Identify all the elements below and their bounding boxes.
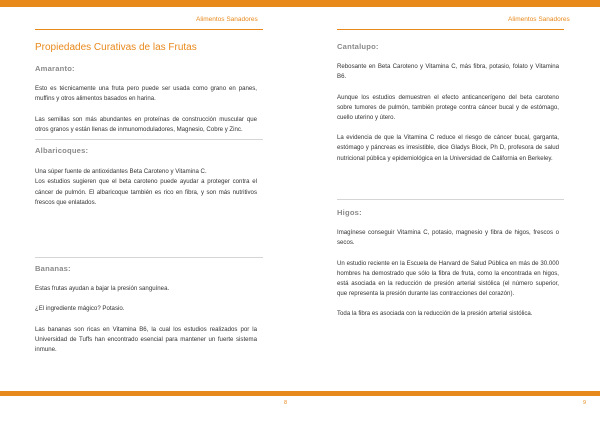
- top-accent-bar: [0, 0, 600, 7]
- left-page-number: 8: [284, 400, 288, 406]
- cantalupo-paragraph-2: Aunque los estudios demuestren el efecto anticancerígeno del beta caroteno sobre tumores de pulmón, también protege contra cáncer bucal y de estómago, cuello uterino y útero.: [337, 93, 559, 122]
- bananas-paragraph-1: Estas frutas ayudan a bajar la presión sanguínea.: [35, 285, 170, 293]
- cantalupo-paragraph-1: Rebosante en Beta Caroteno y Vitamina C, más fibra, potasio, folato y Vitamina B6.: [337, 63, 559, 81]
- albaricoques-paragraph-1: Una súper fuente de antioxidantes Beta Caroteno y Vitamina C.: [35, 168, 207, 176]
- amaranto-paragraph-1: Esto es técnicamente una fruta pero puede ser usada como grano en panes, muffins y otros alimentos basados en harina.: [35, 85, 257, 103]
- right-column: [337, 42, 559, 164]
- higos-paragraph-3: Toda la fibra es asociada con la reducción de la presión arterial sistólica.: [337, 310, 533, 318]
- section-heading-bananas: Bananas:: [35, 264, 71, 273]
- right-header-rule: [337, 29, 564, 30]
- left-header-rule: [35, 29, 263, 30]
- left-running-header: Alimentos Sanadores: [196, 16, 258, 23]
- section-heading-albaricoques: Albaricoques:: [35, 146, 89, 155]
- section-heading-higos: Higos:: [337, 208, 362, 217]
- section-divider: [35, 139, 263, 140]
- cantalupo-paragraph-3: La evidencia de que la Vitamina C reduce el riesgo de cáncer bucal, garganta, estómago y páncreas es irresistible, dice Gladys Block, Ph D, profesora de salud nutricional pública y epidemiológica en la Universidad de California en Berkeley.: [337, 134, 559, 162]
- higos-paragraph-2: Un estudio reciente en la Escuela de Harvard de Salud Pública en más de 30.000 hombres ha demostrado que sólo la fibra de fruta, como la encontrada en higos, está asociada en la reducción de presión arterial sistólica (el número superior, que representa la presión durante las contracciones del corazón).: [337, 259, 559, 298]
- right-running-header: Alimentos Sanadores: [508, 16, 570, 23]
- albaricoques-paragraph-2: Los estudios sugieren que el beta caroteno puede ayudar a proteger contra el cáncer de pulmón. El albaricoque también es rico en fibra, y son más nutritivos frescos que enlatados.: [35, 178, 257, 206]
- bottom-accent-bar: [0, 391, 600, 396]
- right-page-number: 9: [583, 400, 587, 406]
- bananas-paragraph-3: Las bananas son ricas en Vitamina B6, la cual los estudios realizados por la Universidad de Tuffs han encontrado esencial para mantener un fuerte sistema inmune.: [35, 325, 257, 354]
- section-heading-amaranto: Amaranto:: [35, 64, 75, 73]
- bananas-paragraph-2: ¿El ingrediente mágico? Potasio.: [35, 305, 125, 313]
- amaranto-paragraph-2: Las semillas son más abundantes en proteínas de construcción muscular que otros granos y están llenas de inmunomoduladores, Magnesio, Cobre y Zinc.: [35, 115, 257, 133]
- section-divider: [35, 257, 263, 258]
- right-column-higos: [337, 208, 559, 320]
- section-heading-cantalupo: Cantalupo:: [337, 42, 379, 51]
- left-column: [35, 64, 257, 135]
- page-title: Propiedades Curativas de las Frutas: [35, 42, 197, 53]
- section-divider: [337, 199, 564, 200]
- left-column-albaricoques: [35, 146, 257, 208]
- left-column-bananas: [35, 264, 257, 355]
- higos-paragraph-1: Imagínese conseguir Vitamina C, potasio, magnesio y fibra de higos, frescos o secos.: [337, 229, 559, 247]
